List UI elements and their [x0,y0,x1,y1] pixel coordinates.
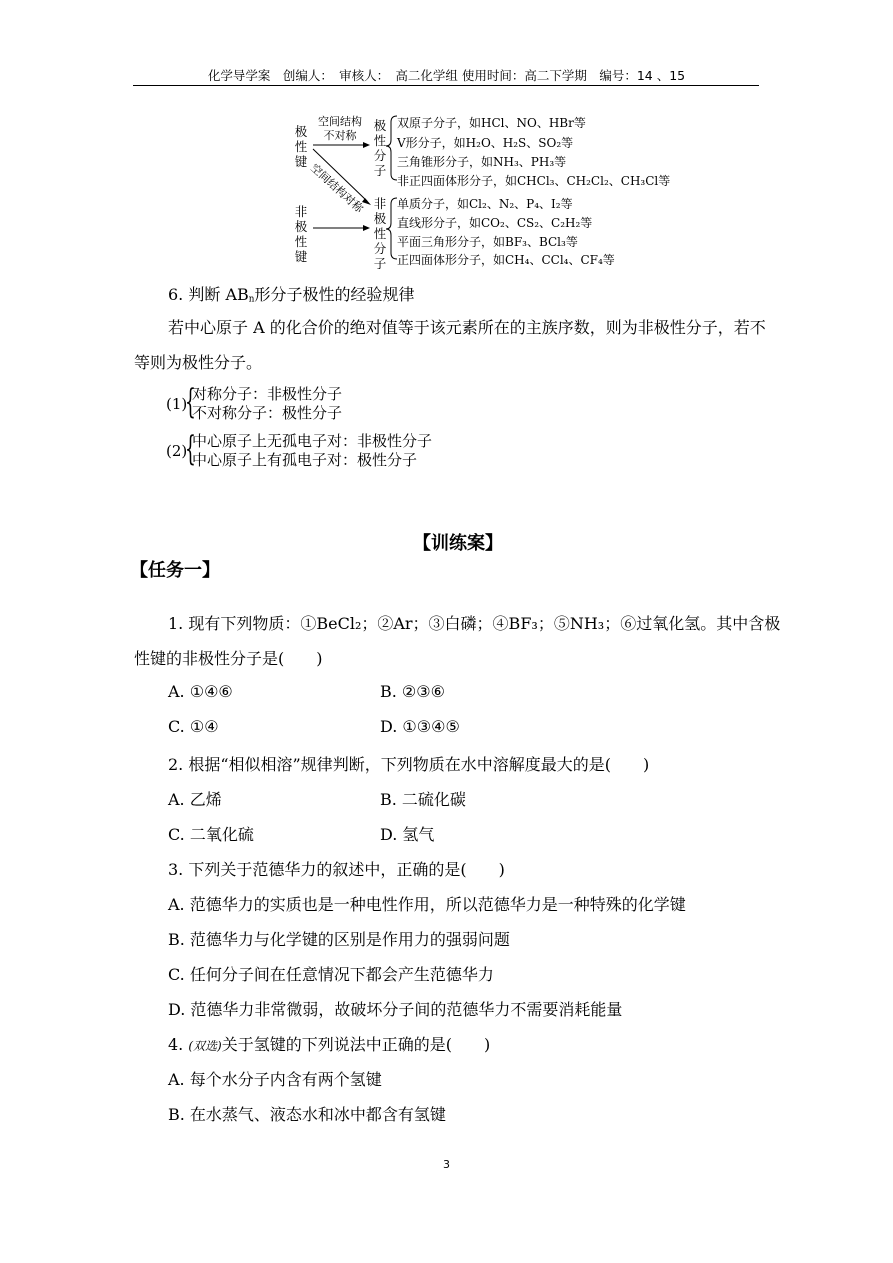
q2-stem: 2. 根据“相似相溶”规律判断，下列物质在水中溶解度最大的是( ) [168,755,650,774]
q2-option-b: B. 二硫化碳 [380,790,466,809]
nonpolar-molecule-label: 非极性分子 [373,196,387,271]
q4-stem: 关于氢键的下列说法中正确的是( ) [221,1035,491,1054]
q3-option-b: B. 范德华力与化学键的区别是作用力的强弱问题 [168,930,510,949]
rule6-item2-b: 中心原子上有孤电子对：极性分子 [192,451,418,469]
q4-number: 4. [168,1035,184,1054]
page-header: 化学导学案 创编人： 审核人： 高二化学组 使用时间：高二下学期 编号：14 、15 [207,68,686,83]
rule6-item1-b: 不对称分子：极性分子 [192,404,343,422]
rule6-item2-label: (2) [166,442,188,460]
q3-option-c: C. 任何分子间在任意情况下都会产生范德华力 [168,965,494,984]
q1-option-c: C. ①④ [168,717,219,736]
nonpolar-item-2: 直线形分子，如CO₂、CS₂、C₂H₂等 [397,216,593,230]
q4-stem-line [168,1032,490,1055]
q4-double-choice-tag: (双选) [188,1039,222,1053]
q1-option-a: A. ①④⑥ [168,682,233,701]
q4-option-b: B. 在水蒸气、液态水和冰中都含有氢键 [168,1105,446,1124]
rule6-item1-brace: { [185,382,196,422]
q1-stem-line1: 1. 现有下列物质：①BeCl₂；②Ar；③白磷；④BF₃；⑤NH₃；⑥过氧化氢。其中含极 [168,614,781,633]
rule6-para-line1: 若中心原子 A 的化合价的绝对值等于该元素所在的主族序数，则为非极性分子，若不 [168,318,766,337]
rule6-title-sub: n [248,294,255,305]
q3-option-d: D. 范德华力非常微弱，故破坏分子间的范德华力不需要消耗能量 [168,1000,623,1019]
rule6-item1-label: (1) [166,395,188,413]
q1-option-b: B. ②③⑥ [380,682,445,701]
sym-label: 空间结构对称 [307,161,366,216]
rule6-item1-a: 对称分子：非极性分子 [192,385,343,403]
q1-option-d: D. ①③④⑤ [380,717,460,736]
polar-item-2: V形分子，如H₂O、H₂S、SO₂等 [397,136,574,150]
polar-item-3: 三角锥形分子，如NH₃、PH₃等 [397,155,567,169]
rule6-title-pre: 判断 AB [188,285,249,304]
asym-label-line1: 空间结构 [318,115,362,128]
rule6-number: 6. [168,285,184,304]
task-title: 【任务一】 [130,560,220,581]
rule6-heading [168,282,414,305]
rule6-item2-brace: { [185,429,196,469]
q2-option-d: D. 氢气 [380,825,435,844]
q1-stem-line2: 性键的非极性分子是( ) [134,649,323,668]
training-title: 【训练案】 [413,533,503,554]
q4-option-a: A. 每个水分子内含有两个氢键 [168,1070,382,1089]
q3-stem: 3. 下列关于范德华力的叙述中，正确的是( ) [168,860,505,879]
page-number: 3 [443,1158,450,1171]
nonpolar-item-1: 单质分子，如Cl₂、N₂、P₄、I₂等 [397,197,573,211]
rule6-title-post: 形分子极性的经验规律 [254,285,415,304]
polar-item-4: 非正四面体形分子，如CHCl₃、CH₂Cl₂、CH₃Cl等 [397,174,671,188]
polar-bond-label: 极性键 [294,124,308,169]
rule6-item2-a: 中心原子上无孤电子对：非极性分子 [192,432,433,450]
q2-option-a: A. 乙烯 [168,790,222,809]
rule6-para-line2: 等则为极性分子。 [134,353,263,372]
polar-item-1: 双原子分子，如HCl、NO、HBr等 [397,116,586,130]
nonpolar-bond-label: 非极性键 [294,204,308,264]
polar-molecule-label: 极性分子 [373,118,387,178]
q2-option-c: C. 二氧化硫 [168,825,254,844]
asym-label-line2: 不对称 [323,129,357,142]
nonpolar-item-4: 正四面体形分子，如CH₄、CCl₄、CF₄等 [397,253,615,267]
nonpolar-item-3: 平面三角形分子，如BF₃、BCl₃等 [397,235,578,249]
q3-option-a: A. 范德华力的实质也是一种电性作用，所以范德华力是一种特殊的化学键 [168,895,686,914]
